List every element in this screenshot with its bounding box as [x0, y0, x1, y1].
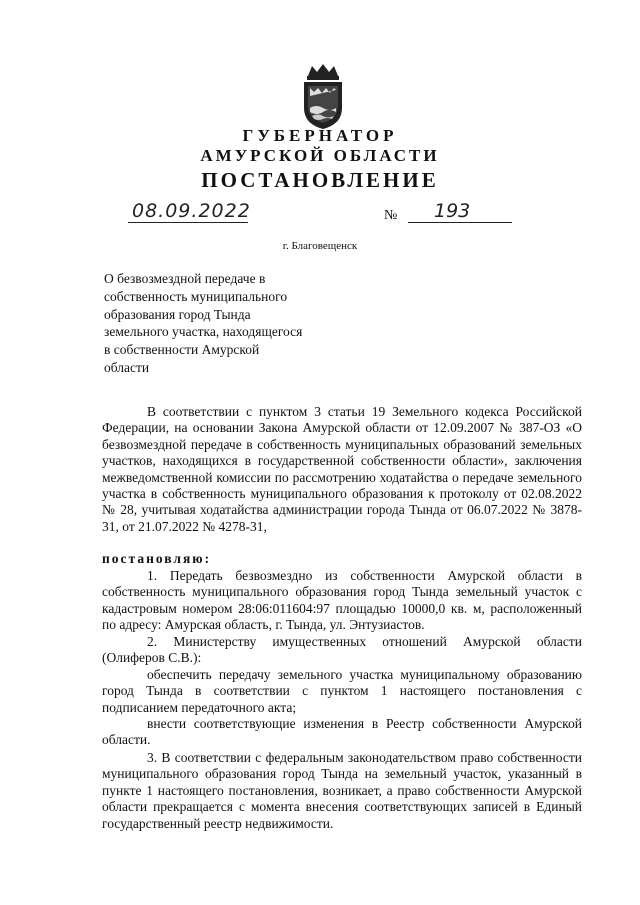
document-date: 08.09.2022	[132, 200, 251, 222]
number-underline	[408, 222, 512, 223]
document-type: ПОСТАНОВЛЕНИЕ	[201, 168, 439, 192]
subject-line: земельного участка, находящегося	[104, 324, 303, 340]
preamble: В соответствии с пунктом 3 статьи 19 Земельного кодекса Российской Федерации, на основании Закона Амурской области от 12.09.2007 № 387-ОЗ «О безвозмездной передаче в собственность муниципальных образований земельных участков, находящихся в государственной собственности области», заключения межведомственной комиссии по рассмотрению ходатайства о передаче земельного участка в собственность муниципального образования к протоколу от 02.08.2022 № 28, учитывая ходатайства администрации города Тында от 06.07.2022 № 3878-31, от 21.07.2022 № 4278-31,	[102, 404, 582, 534]
document-number: 193	[434, 200, 471, 222]
number-sign: №	[384, 208, 398, 223]
subject-line: в собственности Амурской	[104, 342, 260, 358]
document-subject	[104, 270, 334, 377]
city: г. Благовещенск	[282, 240, 358, 252]
subject-line: собственность муниципального	[104, 288, 288, 304]
subject-line: области	[104, 359, 150, 375]
paragraph-1: 1. Передать безвозмездно из собственности Амурской области в собственность муниципального образования город Тында земельный участок с кадастровым номером 28:06:011604:97 площадью 10000,0 кв. м, расположенный по адресу: Амурская область, г. Тында, ул. Энтузиастов.	[102, 568, 582, 633]
date-underline	[128, 222, 248, 223]
subject-line: О безвозмездной передаче в	[104, 271, 266, 286]
issuer-title: ГУБЕРНАТОР	[242, 126, 398, 145]
postanovlyayu: постановляю:	[102, 551, 212, 566]
subject-line: образования город Тында	[104, 306, 251, 322]
paragraph-2: 2. Министерству имущественных отношений Амурской области (Олиферов С.В.):	[102, 634, 582, 666]
coat-of-arms-icon	[298, 62, 348, 130]
paragraph-2a: обеспечить передачу земельного участка муниципальному образованию город Тында в соответствии с пунктом 1 настоящего постановления с подписанием передаточного акта;	[102, 667, 582, 715]
issuer-region: АМУРСКОЙ ОБЛАСТИ	[200, 146, 440, 165]
paragraph-2b: внести соответствующие изменения в Реестр собственности Амурской области.	[102, 716, 582, 748]
paragraph-3: 3. В соответствии с федеральным законодательством право собственности муниципального образования город Тында на земельный участок, указанный в пункте 1 настоящего постановления, возникает, а право собственности Амурской области прекращается с момента внесения соответствующих записей в Единый государственный реестр недвижимости.	[102, 750, 582, 831]
